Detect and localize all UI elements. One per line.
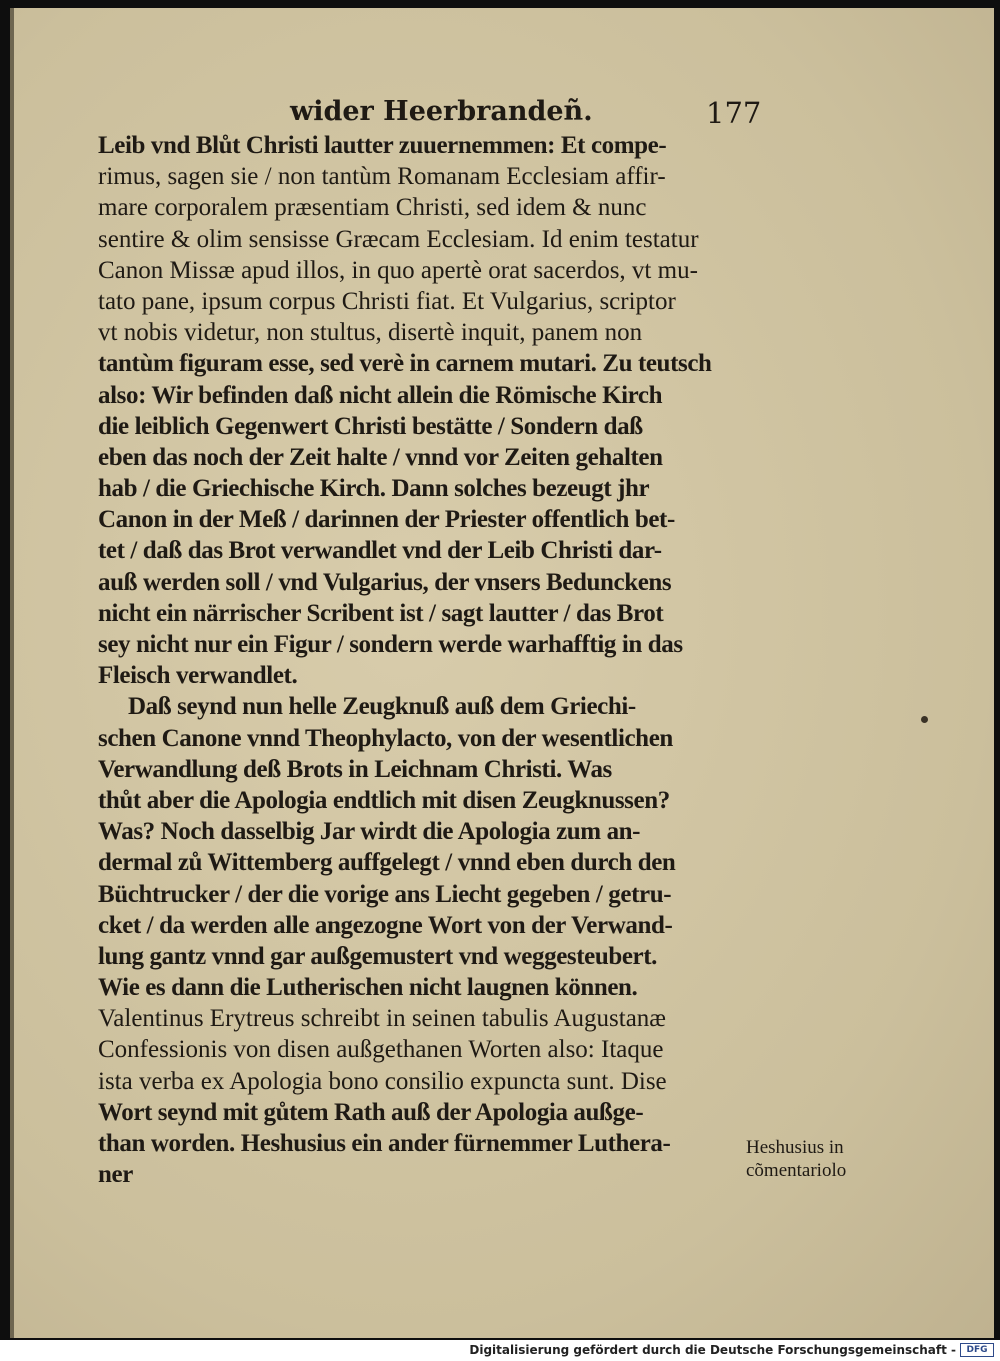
running-title: wider Heerbrandeñ. — [290, 96, 593, 127]
text-line: eben das noch der Zeit halte / vnnd vor Zeiten gehalten — [98, 443, 663, 471]
marginal-note — [746, 1136, 846, 1182]
text-block — [98, 96, 778, 1190]
text-line: tet / daß das Brot verwandlet vnd der Leib Christi dar- — [98, 537, 662, 565]
funding-credit: Digitalisierung gefördert durch die Deutsche Forschungsgemeinschaft - — [469, 1343, 956, 1357]
text-line: Was? Noch dasselbig Jar wirdt die Apologia zum an- — [98, 818, 641, 846]
text-line: Verwandlung deß Brots in Leichnam Christi. Was — [98, 755, 612, 783]
text-line: Canon in der Meß / darinnen der Priester offentlich bet- — [98, 506, 675, 534]
text-line: Wie es dann die Lutherischen nicht laugnen können. — [98, 974, 638, 1002]
text-line: die leiblich Gegenwert Christi bestätte / Sondern daß — [98, 412, 643, 440]
text-line: auß werden soll / vnd Vulgarius, der vnsers Bedunckens — [98, 568, 672, 596]
text-line: Confessionis von disen außgethanen Worten also: Itaque — [98, 1036, 664, 1064]
text-line: Wort seynd mit gůtem Rath auß der Apologia außge- — [98, 1098, 644, 1126]
text-line: hab / die Griechische Kirch. Dann solches bezeugt jhr — [98, 475, 650, 503]
text-line: than worden. Heshusius ein ander fürnemmer Luthera- — [98, 1130, 671, 1157]
book-page — [10, 8, 994, 1338]
text-line: also: Wir befinden daß nicht allein die Römische Kirch — [98, 381, 663, 409]
text-line: Fleisch verwandlet. — [98, 662, 298, 690]
text-line: ner — [98, 1161, 133, 1189]
dfg-logo: DFG — [960, 1343, 994, 1357]
page-number: 177 — [706, 96, 762, 130]
text-line: sentire & olim sensisse Græcam Ecclesiam. Id enim testatur — [98, 225, 699, 253]
text-line: dermal zů Wittemberg auffgelegt / vnnd eben durch den — [98, 849, 676, 877]
text-line: sey nicht nur ein Figur / sondern werde warhafftig in das — [98, 631, 683, 658]
text-line: vt nobis videtur, non stultus, disertè inquit, panem non — [98, 319, 643, 347]
text-line: Valentinus Erytreus schreibt in seinen tabulis Augustanæ — [98, 1005, 666, 1033]
body-text — [98, 130, 778, 1190]
text-line: Daß seynd nun helle Zeugknuß auß dem Griechi- — [128, 693, 636, 721]
text-line: lung gantz vnnd gar außgemustert vnd weggesteubert. — [98, 942, 658, 970]
text-line: cket / da werden alle angezogne Wort von der Verwand- — [98, 911, 673, 939]
text-line: tantùm figuram esse, sed verè in carnem mutari. Zu teutsch — [98, 350, 712, 378]
text-line: thůt aber die Apologia endtlich mit disen Zeugknussen? — [98, 786, 670, 814]
text-line: Büchtrucker / der die vorige ans Liecht gegeben / getru- — [98, 880, 672, 908]
text-line: nicht ein närrischer Scribent ist / sagt lautter / das Brot — [98, 599, 664, 627]
ink-speck — [921, 716, 928, 723]
text-line: tato pane, ipsum corpus Christi fiat. Et Vulgarius, scriptor — [98, 287, 676, 315]
text-line: Leib vnd Blůt Christi lautter zuuernemmen: Et compe- — [98, 132, 667, 159]
page-header — [98, 96, 778, 130]
text-line: schen Canone vnnd Theophylacto, von der wesentlichen — [98, 724, 673, 752]
text-line: rimus, sagen sie / non tantùm Romanam Ecclesiam affir- — [98, 163, 666, 191]
marginal-note-line: cõmentariolo — [746, 1160, 847, 1181]
footer-bar — [0, 1340, 1000, 1361]
text-line: mare corporalem præsentiam Christi, sed idem & nunc — [98, 194, 647, 222]
text-line: ista verba ex Apologia bono consilio expuncta sunt. Dise — [98, 1067, 667, 1095]
marginal-note-line: Heshusius in — [746, 1137, 844, 1158]
text-line: Canon Missæ apud illos, in quo apertè orat sacerdos, vt mu- — [98, 256, 698, 284]
